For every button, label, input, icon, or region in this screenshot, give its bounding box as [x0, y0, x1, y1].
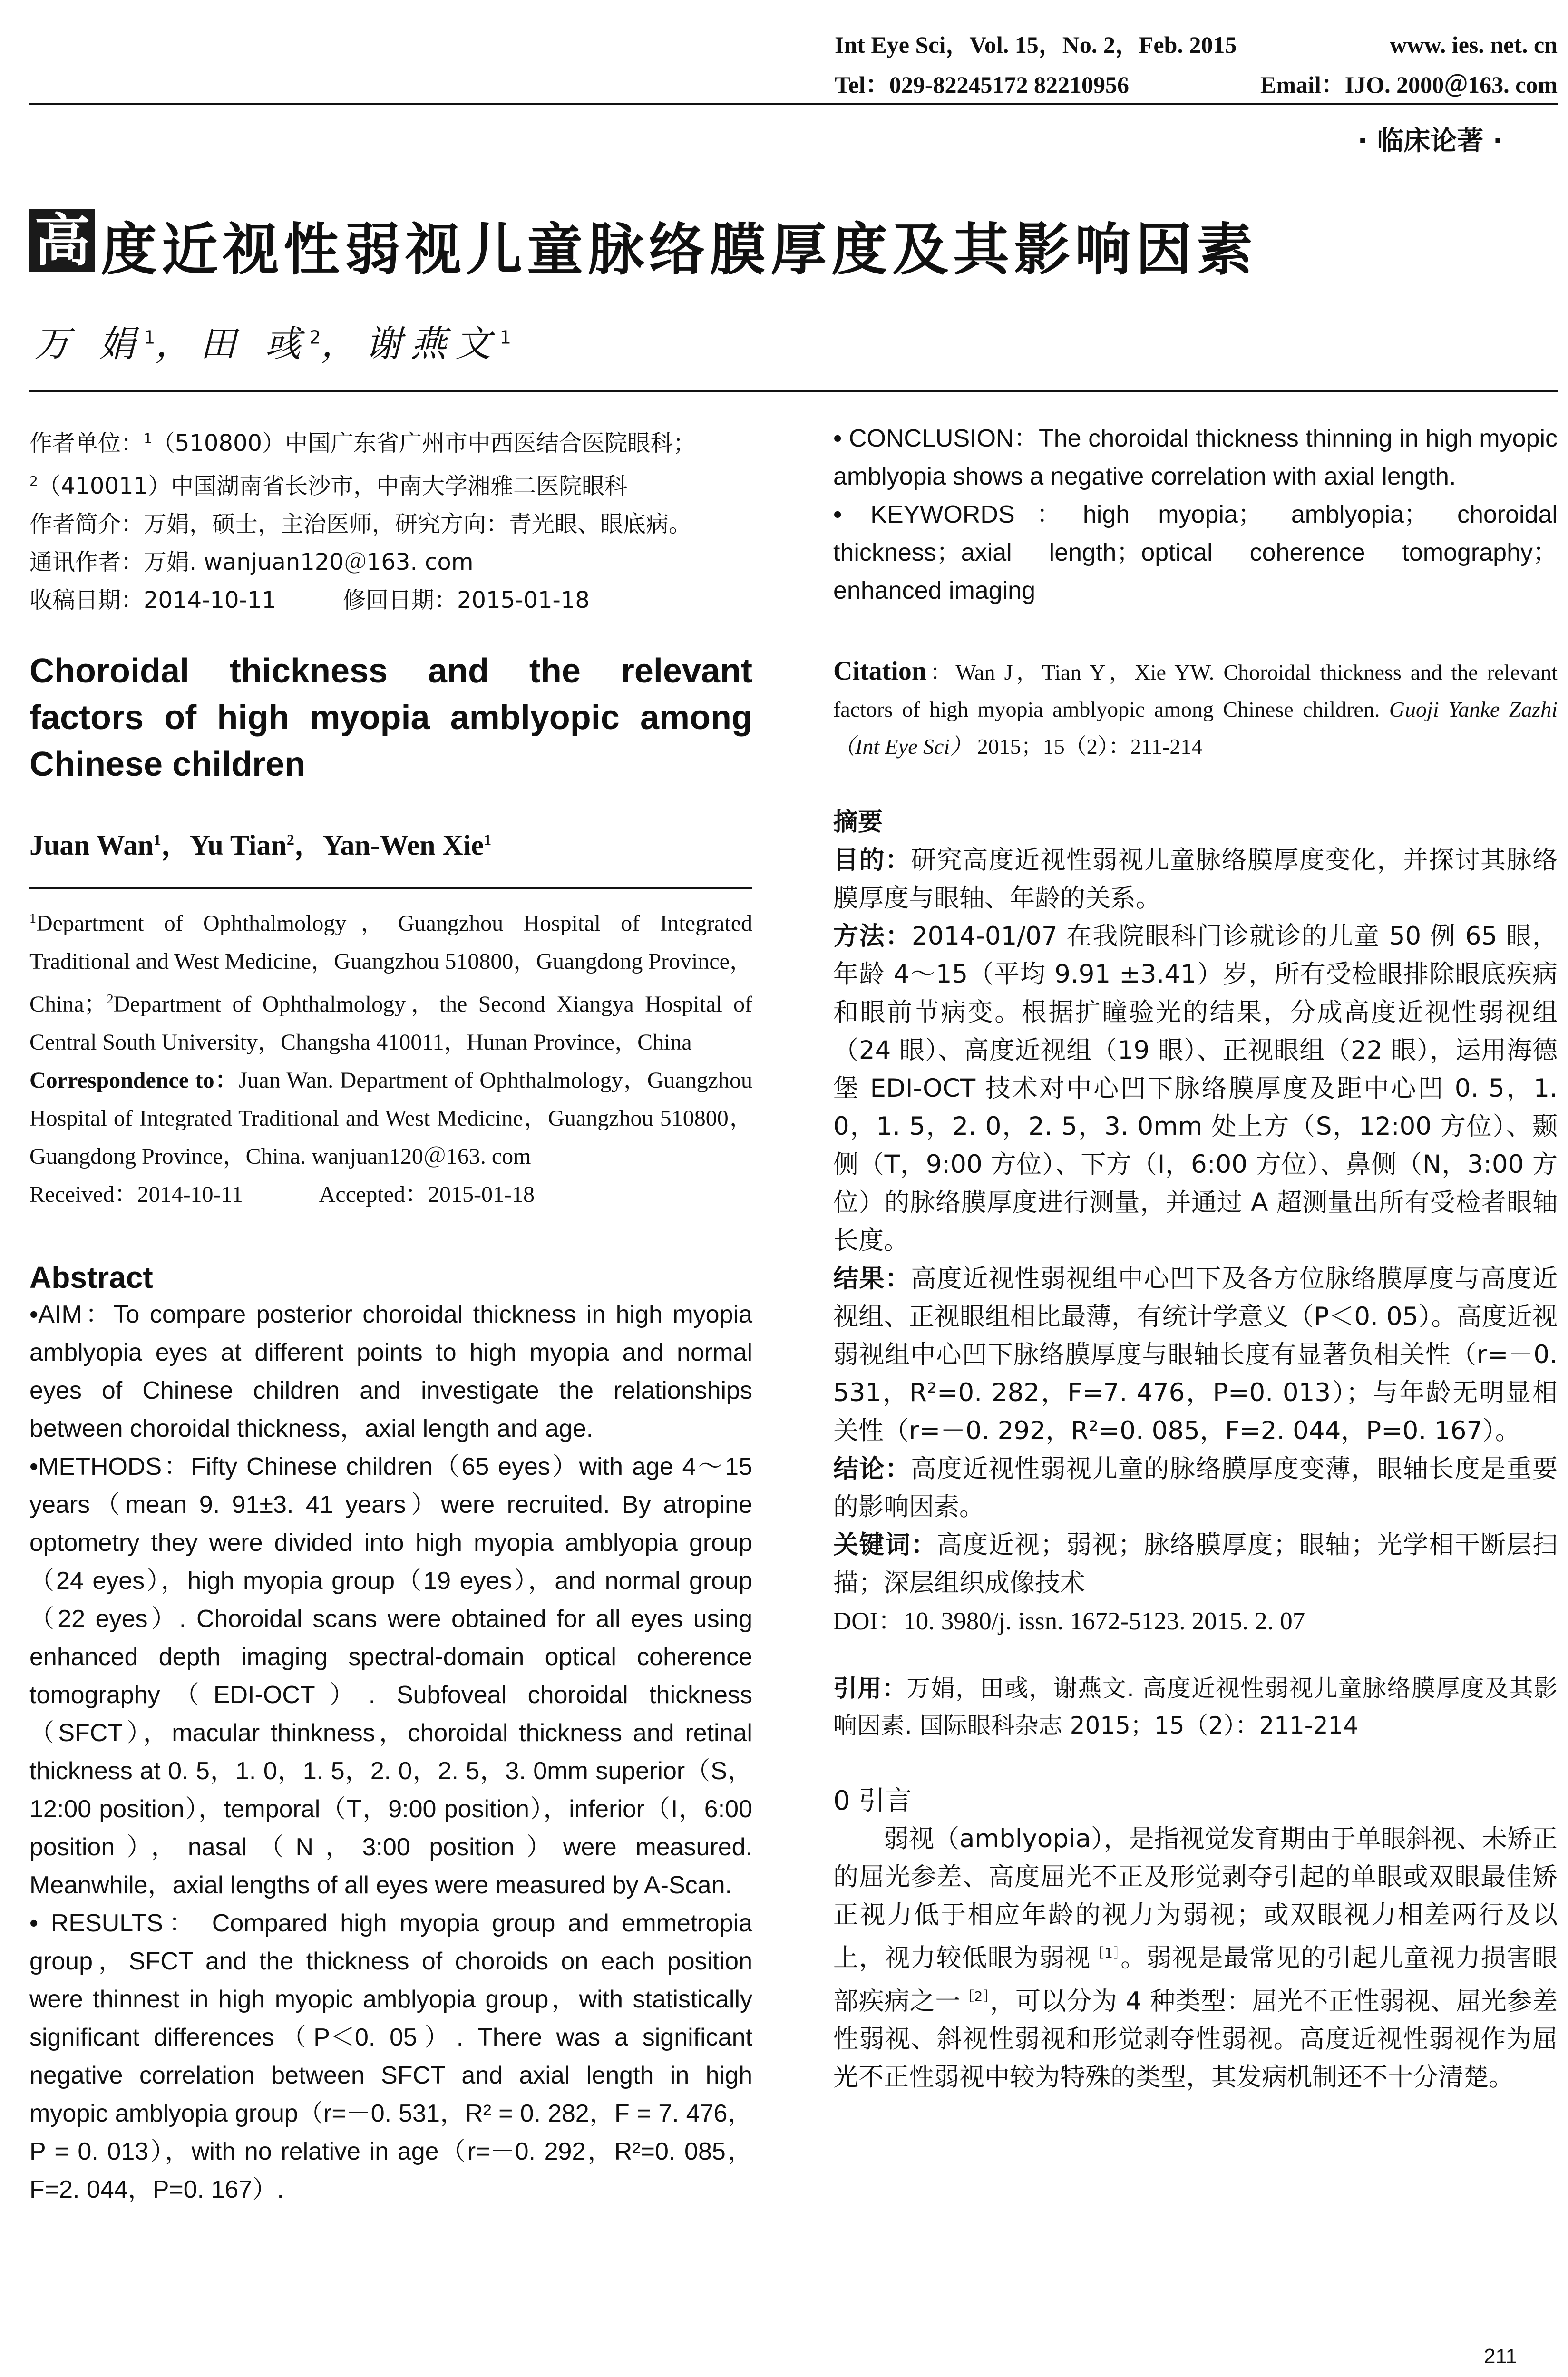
- cn-text: 高度近视；弱视；脉络膜厚度；眼轴；光学相干断层扫描；深层组织成像技术: [833, 1530, 1558, 1598]
- cn-label: 目的：: [833, 846, 911, 875]
- author-unit-line2: [29, 462, 752, 505]
- intro-heading: 0 引言: [833, 1785, 912, 1816]
- intro-paragraph: [833, 1820, 1558, 2096]
- correspondence-text: Juan Wan. Department of Ophthalmology，Guangzhou Hospital of Integrated Traditional and West Medicine，Guangzhou 510800，Guangdong Province，China. wanjuan120＠163. com: [29, 1068, 752, 1169]
- cn-text: 高度近视性弱视组中心凹下及各方位脉络膜厚度与高度近视组、正视眼组相比最薄，有统计学意义（P＜0. 05）。高度近视弱视组中心凹下脉络膜厚度与眼轴长度有显著负相关性（r=－0. 531，R²=0. 282，F=7. 476，P=0. 013）；与年龄无明显相关性（r=－0. 292，R²=0. 085，F=2. 044，P=0. 167）。: [833, 1264, 1558, 1445]
- unit-sup: 1: [144, 430, 152, 446]
- author-name: ，田 彧: [155, 322, 310, 365]
- citation-cn-text: 万娟，田彧，谢燕文. 高度近视性弱视儿童脉络膜厚度及其影响因素. 国际眼科杂志 2015；15（2）：211-214: [833, 1675, 1558, 1739]
- doi[interactable]: DOI：10. 3980/j. issn. 1672-5123. 2015. 2. 07: [833, 1607, 1305, 1635]
- received-date-cn: 收稿日期：2014-10-11: [29, 587, 276, 614]
- corresponding-author-cn: 通讯作者：万娟. wanjuan120＠163. com: [29, 549, 474, 575]
- author-unit-line1: [29, 419, 752, 462]
- authors-cn: [34, 315, 511, 367]
- journal-website[interactable]: www. ies. net. cn: [1390, 31, 1558, 58]
- citation-journal: Guoji Yanke Zazhi（Int Eye Sci）: [833, 697, 1558, 759]
- cn-abstract-keywords: [833, 1526, 1558, 1602]
- author-sup: 1: [144, 327, 156, 348]
- journal-email[interactable]: Email：IJO. 2000＠163. com: [1260, 71, 1558, 98]
- author-name: Juan Wan: [29, 829, 154, 861]
- dates-cn: [29, 581, 752, 619]
- title-divider: [29, 390, 1558, 392]
- left-column: [29, 419, 752, 2209]
- aff-text: Department of Ophthalmology，the Second Xiangya Hospital of Central South University，Changsha 410011，Hunan Province，China: [29, 992, 752, 1055]
- unit-sup: 2: [29, 473, 38, 489]
- cn-abstract-conclusion: [833, 1450, 1558, 1526]
- affiliation-en: [29, 900, 752, 1062]
- section-label: · 临床论著 ·: [1357, 126, 1503, 156]
- reference-marker[interactable]: ［2］: [960, 1988, 990, 2004]
- correspondence-label: Correspondence to：: [29, 1068, 239, 1093]
- cn-label: 结果：: [833, 1264, 911, 1293]
- abstract-conclusion: • CONCLUSION：The choroidal thickness thinning in high myopic amblyopia shows a negative correlation with axial length.: [833, 425, 1558, 490]
- author-sup: 2: [286, 831, 294, 848]
- journal-citation: Int Eye Sci，Vol. 15，No. 2，Feb. 2015: [835, 31, 1237, 58]
- citation-tail: 2015；15（2）：211-214: [977, 734, 1203, 759]
- unit-label: 作者单位：: [29, 430, 144, 457]
- abstract-aim: •AIM：To compare posterior choroidal thickness in high myopia amblyopia eyes at different points to high myopia and normal eyes of Chinese children and investigate the relationships between choroidal thickness，axial length and age.: [29, 1301, 752, 1442]
- cn-label: 方法：: [833, 922, 912, 951]
- title-first-char-box: 高: [29, 209, 95, 272]
- accepted-date: Accepted：2015-01-18: [319, 1182, 535, 1207]
- intro-text: 弱视（amblyopia），是指视觉发育期由于单眼斜视、未矫正的屈光参差、高度屈光不正及形觉剥夺引起的单眼或双眼最佳矫正视力低于相应年龄的视力为弱视；或双眼视力相差两行及以上，视力较低眼为弱视: [833, 1824, 1558, 1973]
- abstract-methods: •METHODS：Fifty Chinese children（65 eyes）with age 4～15 years（mean 9. 91±3. 41 years）were recruited. By atropine optometry they were divided into high myopia amblyopia group（24 eyes），high myopia group（19 eyes），and normal group（22 eyes）. Choroidal scans were obtained for all eyes using enhanced depth imaging spectral-domain optical coherence tomography（EDI-OCT）. Subfoveal choroidal thickness（SFCT），macular thinkness，choroidal thickness and retinal thickness at 0. 5，1. 0，1. 5，2. 0，2. 5，3. 0mm superior（S，12:00 position），temporal（T，9:00 position），inferior（I，6:00 position），nasal（N，3:00 position）were measured. Meanwhile，axial lengths of all eyes were measured by A-Scan.: [29, 1453, 752, 1899]
- citation-text: ：Wan J，Tian Y，Xie YW. Choroidal thickness and the relevant factors of high myopia amblyopic among Chinese children.: [833, 660, 1558, 721]
- received-date: Received：2014-10-11: [29, 1182, 243, 1207]
- page-number: 211: [1484, 2345, 1518, 2368]
- cn-text: 研究高度近视性弱视儿童脉络膜厚度变化，并探讨其脉络膜厚度与眼轴、年龄的关系。: [833, 846, 1558, 913]
- cn-abstract-results: [833, 1260, 1558, 1450]
- author-sup: 1: [484, 831, 492, 848]
- intro-text: 。弱视是最常见的引起儿童视力损害眼部疾病之一: [833, 1943, 1558, 2016]
- revised-date-cn: 修回日期：2015-01-18: [342, 587, 590, 614]
- author-name: ，Yu Tian: [161, 829, 287, 861]
- cn-abstract-heading: 摘要: [833, 808, 883, 837]
- cn-label: 关键词：: [833, 1530, 937, 1559]
- article-title-cn: 度近视性弱视儿童脉络膜厚度及其影响因素: [101, 217, 1258, 283]
- citation-cn-label: 引用：: [833, 1675, 907, 1702]
- intro-text: ，可以分为 4 种类型：屈光不正性弱视、屈光参差性弱视、斜视性弱视和形觉剥夺性弱视。高度近视性弱视作为屈光不正性弱视中较为特殊的类型，其发病机制还不十分清楚。: [833, 1987, 1558, 2092]
- author-bio: 作者简介：万娟，硕士，主治医师，研究方向：青光眼、眼底病。: [29, 511, 692, 537]
- cn-text: 2014-01/07 在我院眼科门诊就诊的儿童 50 例 65 眼，年龄 4～15（平均 9.91 ±3.41）岁，所有受检眼排除眼底疾病和眼前节病变。根据扩瞳验光的结果，分成高度近视性弱视组（24 眼）、高度近视组（19 眼）、正视眼组（22 眼），运用海德堡 EDI-OCT 技术对中心凹下脉络膜厚度及距中心凹 0. 5，1. 0，1. 5，2. 0，2. 5，3. 0mm 处上方（S，12:00 方位）、颞侧（T，9:00 方位）、下方（I，6:00 方位）、鼻侧（N，3:00 方位）的脉络膜厚度进行测量，并通过 A 超测量出所有受检者眼轴长度。: [833, 922, 1558, 1255]
- correspondence-en: [29, 1062, 752, 1176]
- reference-marker[interactable]: ［1］: [1091, 1945, 1121, 1961]
- author-sup: 2: [309, 327, 321, 348]
- abstract-heading: Abstract: [29, 1260, 153, 1295]
- citation-label: Citation: [833, 656, 926, 686]
- citation-cn: [833, 1670, 1558, 1744]
- authors-en: [29, 818, 752, 867]
- right-column: [833, 419, 1558, 2096]
- unit-text: （410011）中国湖南省长沙市，中南大学湘雅二医院眼科: [38, 473, 628, 499]
- unit-text: （510800）中国广东省广州市中西医结合医院眼科；: [152, 430, 696, 457]
- author-name: ，谢燕文: [321, 322, 500, 365]
- author-sup: 1: [499, 327, 511, 348]
- journal-header: [835, 25, 1558, 105]
- affiliation-divider: [29, 887, 752, 889]
- author-name: 万 娟: [34, 322, 144, 365]
- header-divider: [29, 103, 1558, 105]
- cn-label: 结论：: [833, 1454, 911, 1483]
- article-title-en: Choroidal thickness and the relevant factors of high myopia amblyopic among Chinese children: [29, 652, 752, 783]
- cn-abstract-methods: [833, 917, 1558, 1260]
- author-sup: 1: [153, 831, 161, 848]
- author-name: ，Yan-Wen Xie: [294, 829, 484, 861]
- abstract-keywords: • KEYWORDS：high myopia； amblyopia； choroidal thickness；axial length；optical coherence tomography；enhanced imaging: [833, 501, 1558, 604]
- abstract-results: • RESULTS： Compared high myopia group and emmetropia group，SFCT and the thickness of choroids on each position were thinnest in high myopic amblyopia group，with statistically significant differences（P＜0. 05）. There was a significant negative correlation between SFCT and axial length in high myopic amblyopia group（r=－0. 531，R² = 0. 282，F = 7. 476，P = 0. 013），with no relative in age（r=－0. 292，R²=0. 085，F=2. 044，P=0. 167）.: [29, 1909, 753, 2203]
- citation-en: [833, 653, 1558, 765]
- cn-abstract-aim: [833, 841, 1558, 917]
- journal-tel: Tel：029-82245172 82210956: [835, 71, 1129, 98]
- aff-sup: 2: [107, 992, 114, 1007]
- aff-sup: 1: [29, 911, 36, 926]
- cn-text: 高度近视性弱视儿童的脉络膜厚度变薄，眼轴长度是重要的影响因素。: [833, 1454, 1558, 1521]
- dates-en: [29, 1176, 752, 1214]
- aff-text: Department of Ophthalmology，Guangzhou Hospital of Integrated Traditional and West Medicine，Guangzhou 510800，Guangdong Province，China；: [29, 911, 752, 1017]
